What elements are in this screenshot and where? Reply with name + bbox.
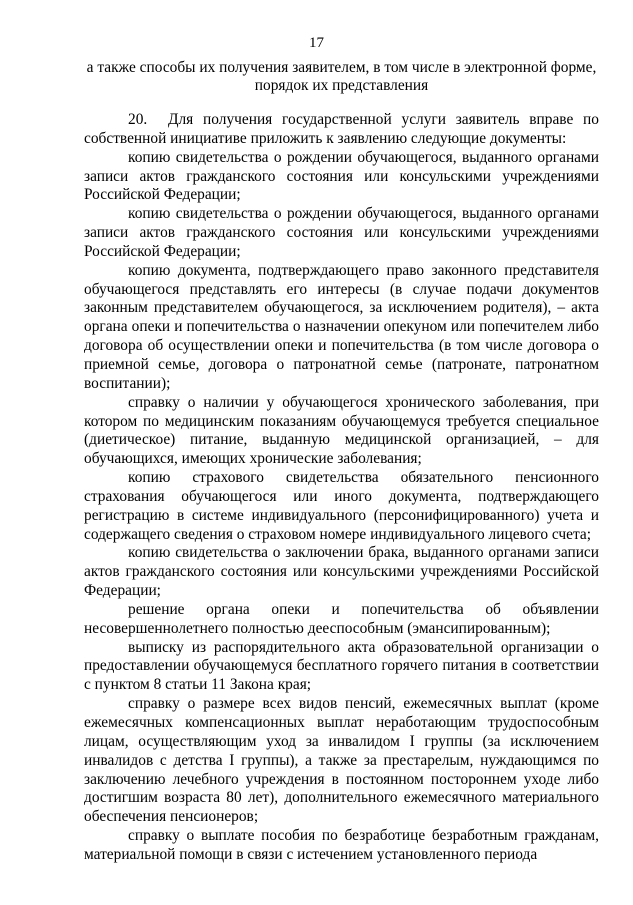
list-item: копию страхового свидетельства обязательного пенсионного страхования обучающегося или иного документа, подтверждающего регистрацию в системе индивидуального (персонифицированного) учета и содержащего сведения о страховом номере индивидуального лицевого счета; bbox=[84, 469, 599, 543]
list-item: справку о выплате пособия по безработице безработным гражданам, материальной помощи в связи с истечением установленного периода bbox=[84, 827, 599, 863]
list-item: копию свидетельства о рождении обучающегося, выданного органами записи актов гражданского состояния или консульскими учреждениями Российской Федерации; bbox=[84, 148, 599, 204]
section-heading bbox=[84, 59, 599, 95]
list-item: копию документа, подтверждающего право законного представителя обучающегося представлять его интересы (в случае подачи документов законным представителем обучающегося, за исключением родителя), – акта органа опеки и попечительства о назначении опекуном или попечителем либо договора об осуществлении опеки и попечительства (в том числе договора о приемной семье, договора о патронатной семье (патронате, патронатном воспитании); bbox=[84, 261, 599, 392]
list-item: выписку из распорядительного акта образовательной организации о предоставлении обучающемуся бесплатного горячего питания в соответствии с пунктом 8 статьи 11 Закона края; bbox=[84, 638, 599, 694]
paragraph-20 bbox=[84, 111, 599, 149]
section-heading-line-1: а также способы их получения заявителем, в том числе в электронной форме, bbox=[86, 59, 597, 76]
list-item: справку о наличии у обучающегося хронического заболевания, при котором по медицинским показаниям обучающемуся требуется специальное (диетическое) питание, выданную медицинской организацией, – для обучающихся, имеющих хронические заболевания; bbox=[84, 393, 599, 468]
paragraph-text: Для получения государственной услуги заявитель вправе по собственной инициативе приложить к заявлению следующие документы: bbox=[84, 111, 599, 147]
paragraph-number: 20. bbox=[128, 111, 148, 128]
section-heading-line-2: порядок их представления bbox=[254, 77, 429, 94]
list-item: копию свидетельства о заключении брака, выданного органами записи актов гражданского состояния или консульскими учреждениями Российской Федерации; bbox=[84, 544, 599, 600]
list-item: копию свидетельства о рождении обучающегося, выданного органами записи актов гражданского состояния или консульскими учреждениями Российской Федерации; bbox=[84, 205, 599, 260]
document-body bbox=[84, 111, 599, 865]
list-item: решение органа опеки и попечительства об объявлении несовершеннолетнего полностью дееспособным (эмансипированным); bbox=[84, 600, 599, 637]
list-item: справку о размере всех видов пенсий, ежемесячных выплат (кроме ежемесячных компенсационных выплат неработающим трудоспособным лицам, осуществляющим уход за инвалидом I группы (за исключением инвалидов с детства I группы), а также за престарелым, нуждающимся по заключению лечебного учреждения в постоянном постороннем уходе либо достигшим возраста 80 лет), дополнительного ежемесячного материального обеспечения пенсионеров; bbox=[84, 695, 599, 826]
page-number: 17 bbox=[309, 35, 324, 51]
